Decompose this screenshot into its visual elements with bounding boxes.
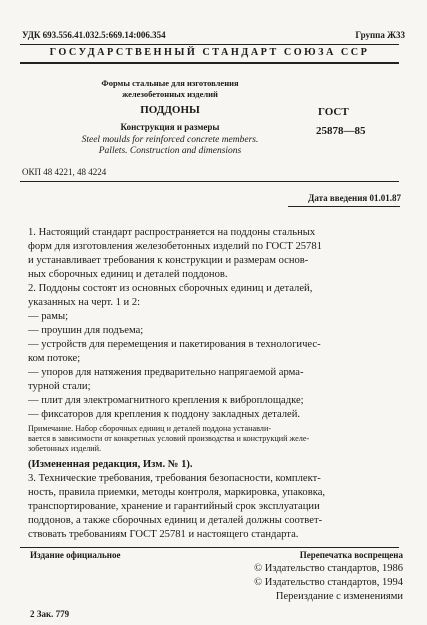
p1-line-3: и устанавливает требования к конструкции и размерам основ- [28,255,309,266]
note-line-1: Примечание. Набор сборочных единиц и деталей поддона устанавли- [28,424,272,433]
list-item: турной стали; [28,381,91,392]
p2-line-1: 2. Поддоны состоят из основных сборочных единиц и деталей, [28,283,313,294]
p3-line-5: ствовать требованиям ГОСТ 25781 и настоящего стандарта. [28,529,299,540]
header-top-rule [20,44,399,45]
copyright-1986: © Издательство стандартов, 1986 [254,563,403,574]
english-title-1: Steel moulds for reinforced concrete members. [81,135,259,145]
footer-rule [20,547,399,548]
revision-note: (Измененная редакция, Изм. № 1). [28,459,193,470]
note-line-2: вается в зависимости от конкретных условий производства и конструкций желе- [28,434,310,443]
list-item: — плит для электромагнитного крепления к виброплощадке; [28,395,304,406]
udc-code: УДК 693.556.41.032.5:669.14:006.354 [22,30,166,40]
date-underline [288,206,400,207]
p3-line-2: ность, правила приемки, методы контроля, маркировка, упаковка, [28,487,326,498]
group-code: Группа Ж33 [355,30,405,40]
official-edition: Издание официальное [30,550,121,560]
effective-date: Дата введения 01.01.87 [308,193,401,203]
okp-codes: ОКП 48 4221, 48 4224 [22,167,107,177]
list-item: ком потоке; [28,353,81,364]
list-item: — фиксаторов для крепления к поддону закладных деталей. [28,409,301,420]
order-number: 2 Зак. 779 [30,609,70,619]
p3-line-4: поддонов, а также сборочных единиц и деталей должны соответ- [28,515,323,526]
reissue-note: Переиздание с изменениями [275,591,403,602]
title-line-2: железобетонных изделий [122,89,218,99]
list-item: — рамы; [28,311,69,322]
list-item: — проушин для подъема; [28,325,144,336]
subtitle: Конструкция и размеры [120,122,220,132]
p1-line-1: 1. Настоящий стандарт распространяется на поддоны стальных [28,227,316,238]
header-bottom-rule [20,62,399,64]
p3-line-1: 3. Технические требования, требования безопасности, комплект- [28,473,321,484]
p3-line-3: транспортирование, хранение и гарантийный срок эксплуатации [28,501,320,512]
p2-line-2: указанных на черт. 1 и 2: [28,297,141,308]
reprint-prohibited: Перепечатка воспрещена [299,550,403,560]
copyright-1994: © Издательство стандартов, 1994 [254,577,403,588]
p1-line-2: форм для изготовления железобетонных изделий по ГОСТ 25781 [28,241,322,252]
p1-line-4: ных сборочных единиц и деталей поддонов. [28,269,228,280]
okp-rule [20,181,399,182]
list-item: — упоров для натяжения предварительно напрягаемой арма- [28,367,304,378]
note-line-3: зобетонных изделий. [28,444,102,453]
main-title: ПОДДОНЫ [140,104,200,116]
english-title-2: Pallets. Construction and dimensions [98,146,242,156]
standard-org-title: ГОСУДАРСТВЕННЫЙ СТАНДАРТ СОЮЗА ССР [49,47,370,58]
list-item: — устройств для перемещения и пакетирования в технологичес- [28,339,321,350]
gost-number: 25878—85 [316,125,366,137]
gost-label: ГОСТ [318,106,349,118]
title-line-1: Формы стальные для изготовления [101,78,239,88]
